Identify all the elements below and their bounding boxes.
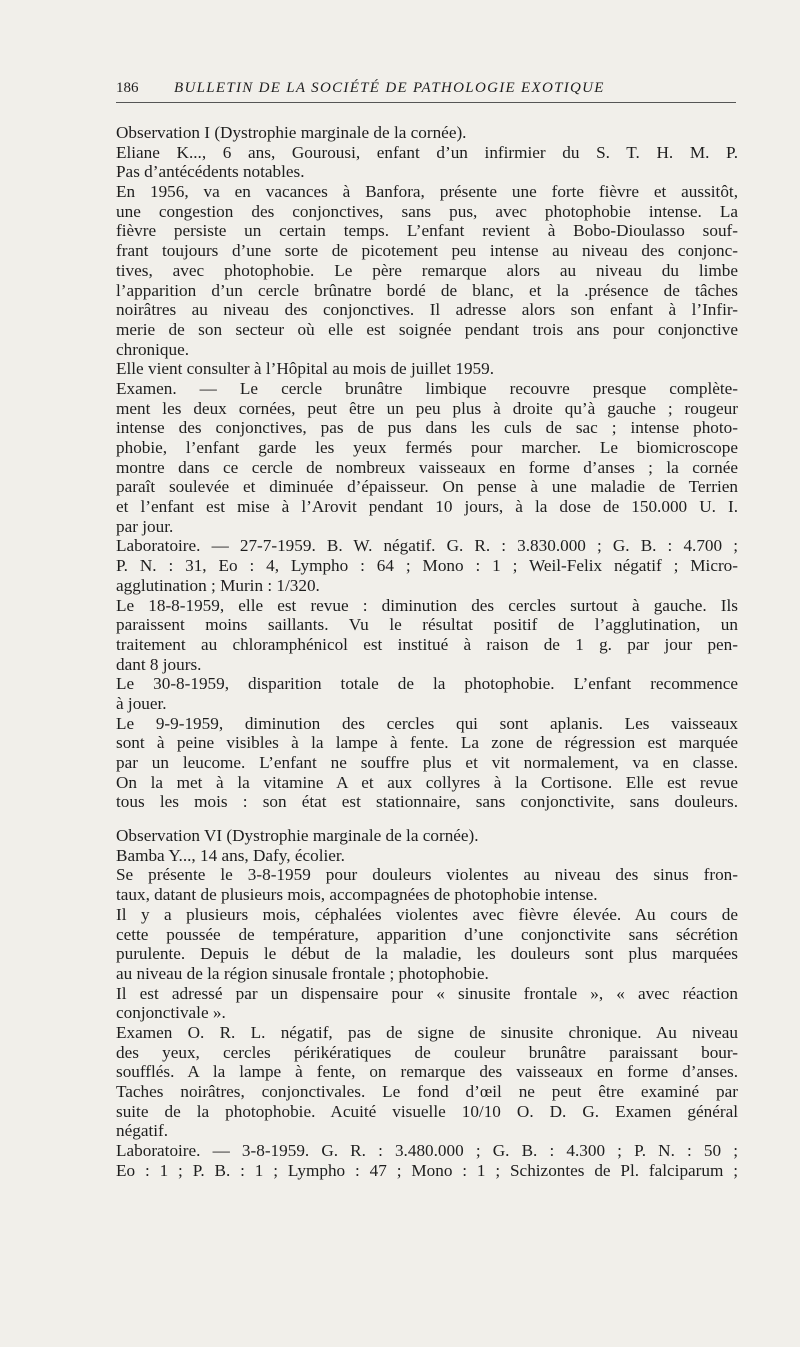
text-line: merie de son secteur où elle est soignée pendant trois ans pour conjonctive	[116, 319, 738, 339]
text-line: Il y a plusieurs mois, céphalées violentes avec fièvre élevée. Au cours de	[116, 904, 738, 924]
text-line: au niveau de la région sinusale frontale ; photophobie.	[116, 963, 489, 983]
page-number: 186	[116, 80, 139, 96]
observation-vi	[116, 826, 738, 1180]
text-line: On la met à la vitamine A et aux collyres à la Cortisone. Elle est revue	[116, 772, 738, 792]
text-line: fièvre persiste un certain temps. L’enfant revient à Bobo-Dioulasso souf-	[116, 221, 738, 241]
text-line: dant 8 jours.	[116, 654, 202, 674]
text-line: chronique.	[116, 339, 190, 359]
text-line: purulente. Depuis le début de la maladie, les douleurs sont plus marquées	[116, 944, 738, 964]
text-line: taux, datant de plusieurs mois, accompagnées de photophobie intense.	[116, 885, 598, 905]
text-line: Se présente le 3-8-1959 pour douleurs violentes au niveau des sinus fron-	[116, 865, 738, 885]
text-line: P. N. : 31, Eo : 4, Lympho : 64 ; Mono : 1 ; Weil-Felix négatif ; Micro-	[116, 556, 738, 576]
text-line: Le 9-9-1959, diminution des cercles qui sont aplanis. Les vaisseaux	[116, 713, 738, 733]
text-line: tives, avec photophobie. Le père remarque alors au niveau du limbe	[116, 260, 738, 280]
text-line: soufflés. A la lampe à fente, on remarque des vaisseaux en forme d’anses.	[116, 1062, 738, 1082]
section-gap	[116, 812, 738, 826]
text-line: Bamba Y..., 14 ans, Dafy, écolier.	[116, 845, 345, 865]
text-line: Pas d’antécédents notables.	[116, 162, 305, 182]
text-line: noirâtres au niveau des conjonctives. Il adresse alors son enfant à l’Infir-	[116, 300, 738, 320]
text-line: et l’enfant est mise à l’Arovit pendant 10 jours, à la dose de 150.000 U. I.	[116, 497, 738, 517]
text-line: par jour.	[116, 516, 174, 536]
text-line: Examen O. R. L. négatif, pas de signe de sinusite chronique. Au niveau	[116, 1022, 738, 1042]
text-line: paraissent moins saillants. Vu le résultat positif de l’agglutination, un	[116, 615, 738, 635]
text-line: par un leucome. L’enfant ne souffre plus et vit normalement, va en classe.	[116, 753, 738, 772]
text-line: phobie, l’enfant garde les yeux fermés pour marcher. Le biomicroscope	[116, 438, 738, 457]
text-line: des yeux, cercles périkératiques de couleur brunâtre paraissant bour-	[116, 1042, 738, 1062]
running-header	[116, 80, 736, 103]
text-line: conjonctivale ».	[116, 1003, 226, 1023]
text-line: Il est adressé par un dispensaire pour « sinusite frontale », « avec réaction	[116, 983, 738, 1003]
text-line: traitement au chloramphénicol est institué à raison de 1 g. par jour pen-	[116, 634, 738, 654]
text-line: Observation VI (Dystrophie marginale de la cornée).	[116, 826, 479, 846]
text-line: frant toujours d’une sorte de picotement peu intense au niveau des conjonc-	[116, 241, 738, 261]
text-line: Le 30-8-1959, disparition totale de la photophobie. L’enfant recommence	[116, 674, 738, 694]
text-line: négatif.	[116, 1121, 169, 1141]
text-line: En 1956, va en vacances à Banfora, présente une forte fièvre et aussitôt,	[116, 182, 738, 202]
text-line: sont à peine visibles à la lampe à fente. La zone de régression est marquée	[116, 733, 738, 753]
text-line: Examen. — Le cercle brunâtre limbique recouvre presque complète-	[116, 378, 738, 398]
text-line: suite de la photophobie. Acuité visuelle 10/10 O. D. G. Examen général	[116, 1101, 738, 1121]
text-line: l’apparition d’un cercle brûnatre bordé de blanc, et la .présence de tâches	[116, 280, 738, 300]
text-line: intense des conjonctives, pas de pus dans les culs de sac ; intense photo-	[116, 418, 738, 438]
text-line: montre dans ce cercle de nombreux vaisseaux en forme d’anses ; la cornée	[116, 457, 738, 477]
text-line: Le 18-8-1959, elle est revue : diminution des cercles surtout à gauche. Ils	[116, 595, 738, 615]
text-line: Observation I (Dystrophie marginale de la cornée).	[116, 123, 467, 142]
text-line: cette poussée de température, apparition d’une conjonctivite sans sécrétion	[116, 924, 738, 944]
article-body	[116, 123, 738, 1180]
text-line: Taches noirâtres, conjonctivales. Le fond d’œil ne peut être examiné par	[116, 1082, 738, 1101]
text-line: ment les deux cornées, peut être un peu plus à droite qu’à gauche ; rougeur	[116, 398, 738, 418]
text-line: paraît soulevée et diminuée d’épaisseur. On pense à une maladie de Terrien	[116, 477, 738, 497]
text-line: tous les mois : son état est stationnaire, sans conjonctivite, sans douleurs.	[116, 792, 738, 812]
text-line: à jouer.	[116, 693, 167, 713]
observation-i	[116, 123, 738, 812]
text-line: une congestion des conjonctives, sans pus, avec photophobie intense. La	[116, 201, 738, 221]
text-line: Laboratoire. — 3-8-1959. G. R. : 3.480.000 ; G. B. : 4.300 ; P. N. : 50 ;	[116, 1141, 738, 1161]
text-line: Eo : 1 ; P. B. : 1 ; Lympho : 47 ; Mono : 1 ; Schizontes de Pl. falciparum ;	[116, 1160, 738, 1180]
running-title: BULLETIN DE LA SOCIÉTÉ DE PATHOLOGIE EXOTIQUE	[174, 80, 605, 96]
text-line: Elle vient consulter à l’Hôpital au mois de juillet 1959.	[116, 359, 495, 379]
text-line: Eliane K..., 6 ans, Gourousi, enfant d’un infirmier du S. T. H. M. P.	[116, 142, 738, 162]
text-line: Laboratoire. — 27-7-1959. B. W. négatif. G. R. : 3.830.000 ; G. B. : 4.700 ;	[116, 536, 738, 556]
text-line: agglutination ; Murin : 1/320.	[116, 575, 320, 595]
